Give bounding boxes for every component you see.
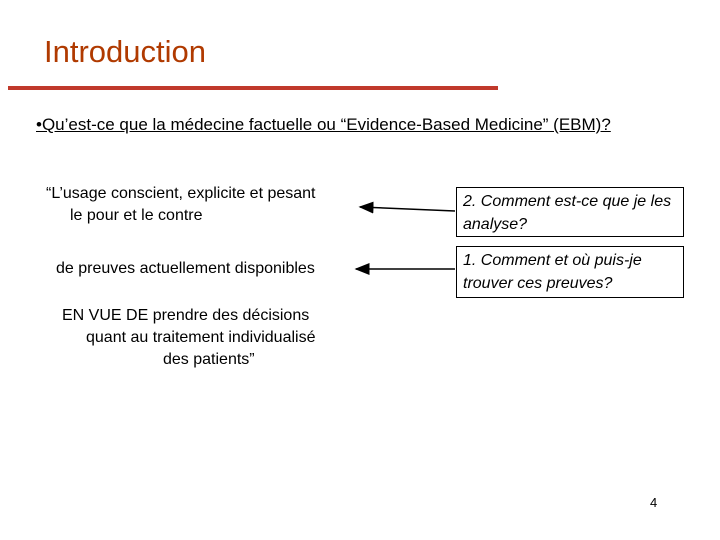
quote-line-3: de preuves actuellement disponibles — [56, 260, 315, 277]
find-evidence-question-box: 1. Comment et où puis-je trouver ces preuves? — [456, 246, 684, 298]
quote-line-2: le pour et le contre — [70, 207, 203, 224]
title-underline-rule — [8, 86, 498, 90]
main-question: •Qu’est-ce que la médecine factuelle ou “Evidence-Based Medicine” (EBM)? — [36, 115, 611, 134]
quote-line-4: EN VUE DE prendre des décisions — [62, 307, 310, 324]
arrow-to-pesant — [360, 207, 455, 211]
quote-line-5: quant au traitement individualisé — [86, 329, 316, 346]
page-number: 4 — [650, 495, 658, 510]
analyse-question-box: 2. Comment est-ce que je les analyse? — [456, 187, 684, 237]
quote-line-6: des patients” — [163, 351, 255, 368]
quote-line-1: “L’usage conscient, explicite et pesant — [46, 185, 316, 202]
slide-title: Introduction — [44, 34, 206, 69]
